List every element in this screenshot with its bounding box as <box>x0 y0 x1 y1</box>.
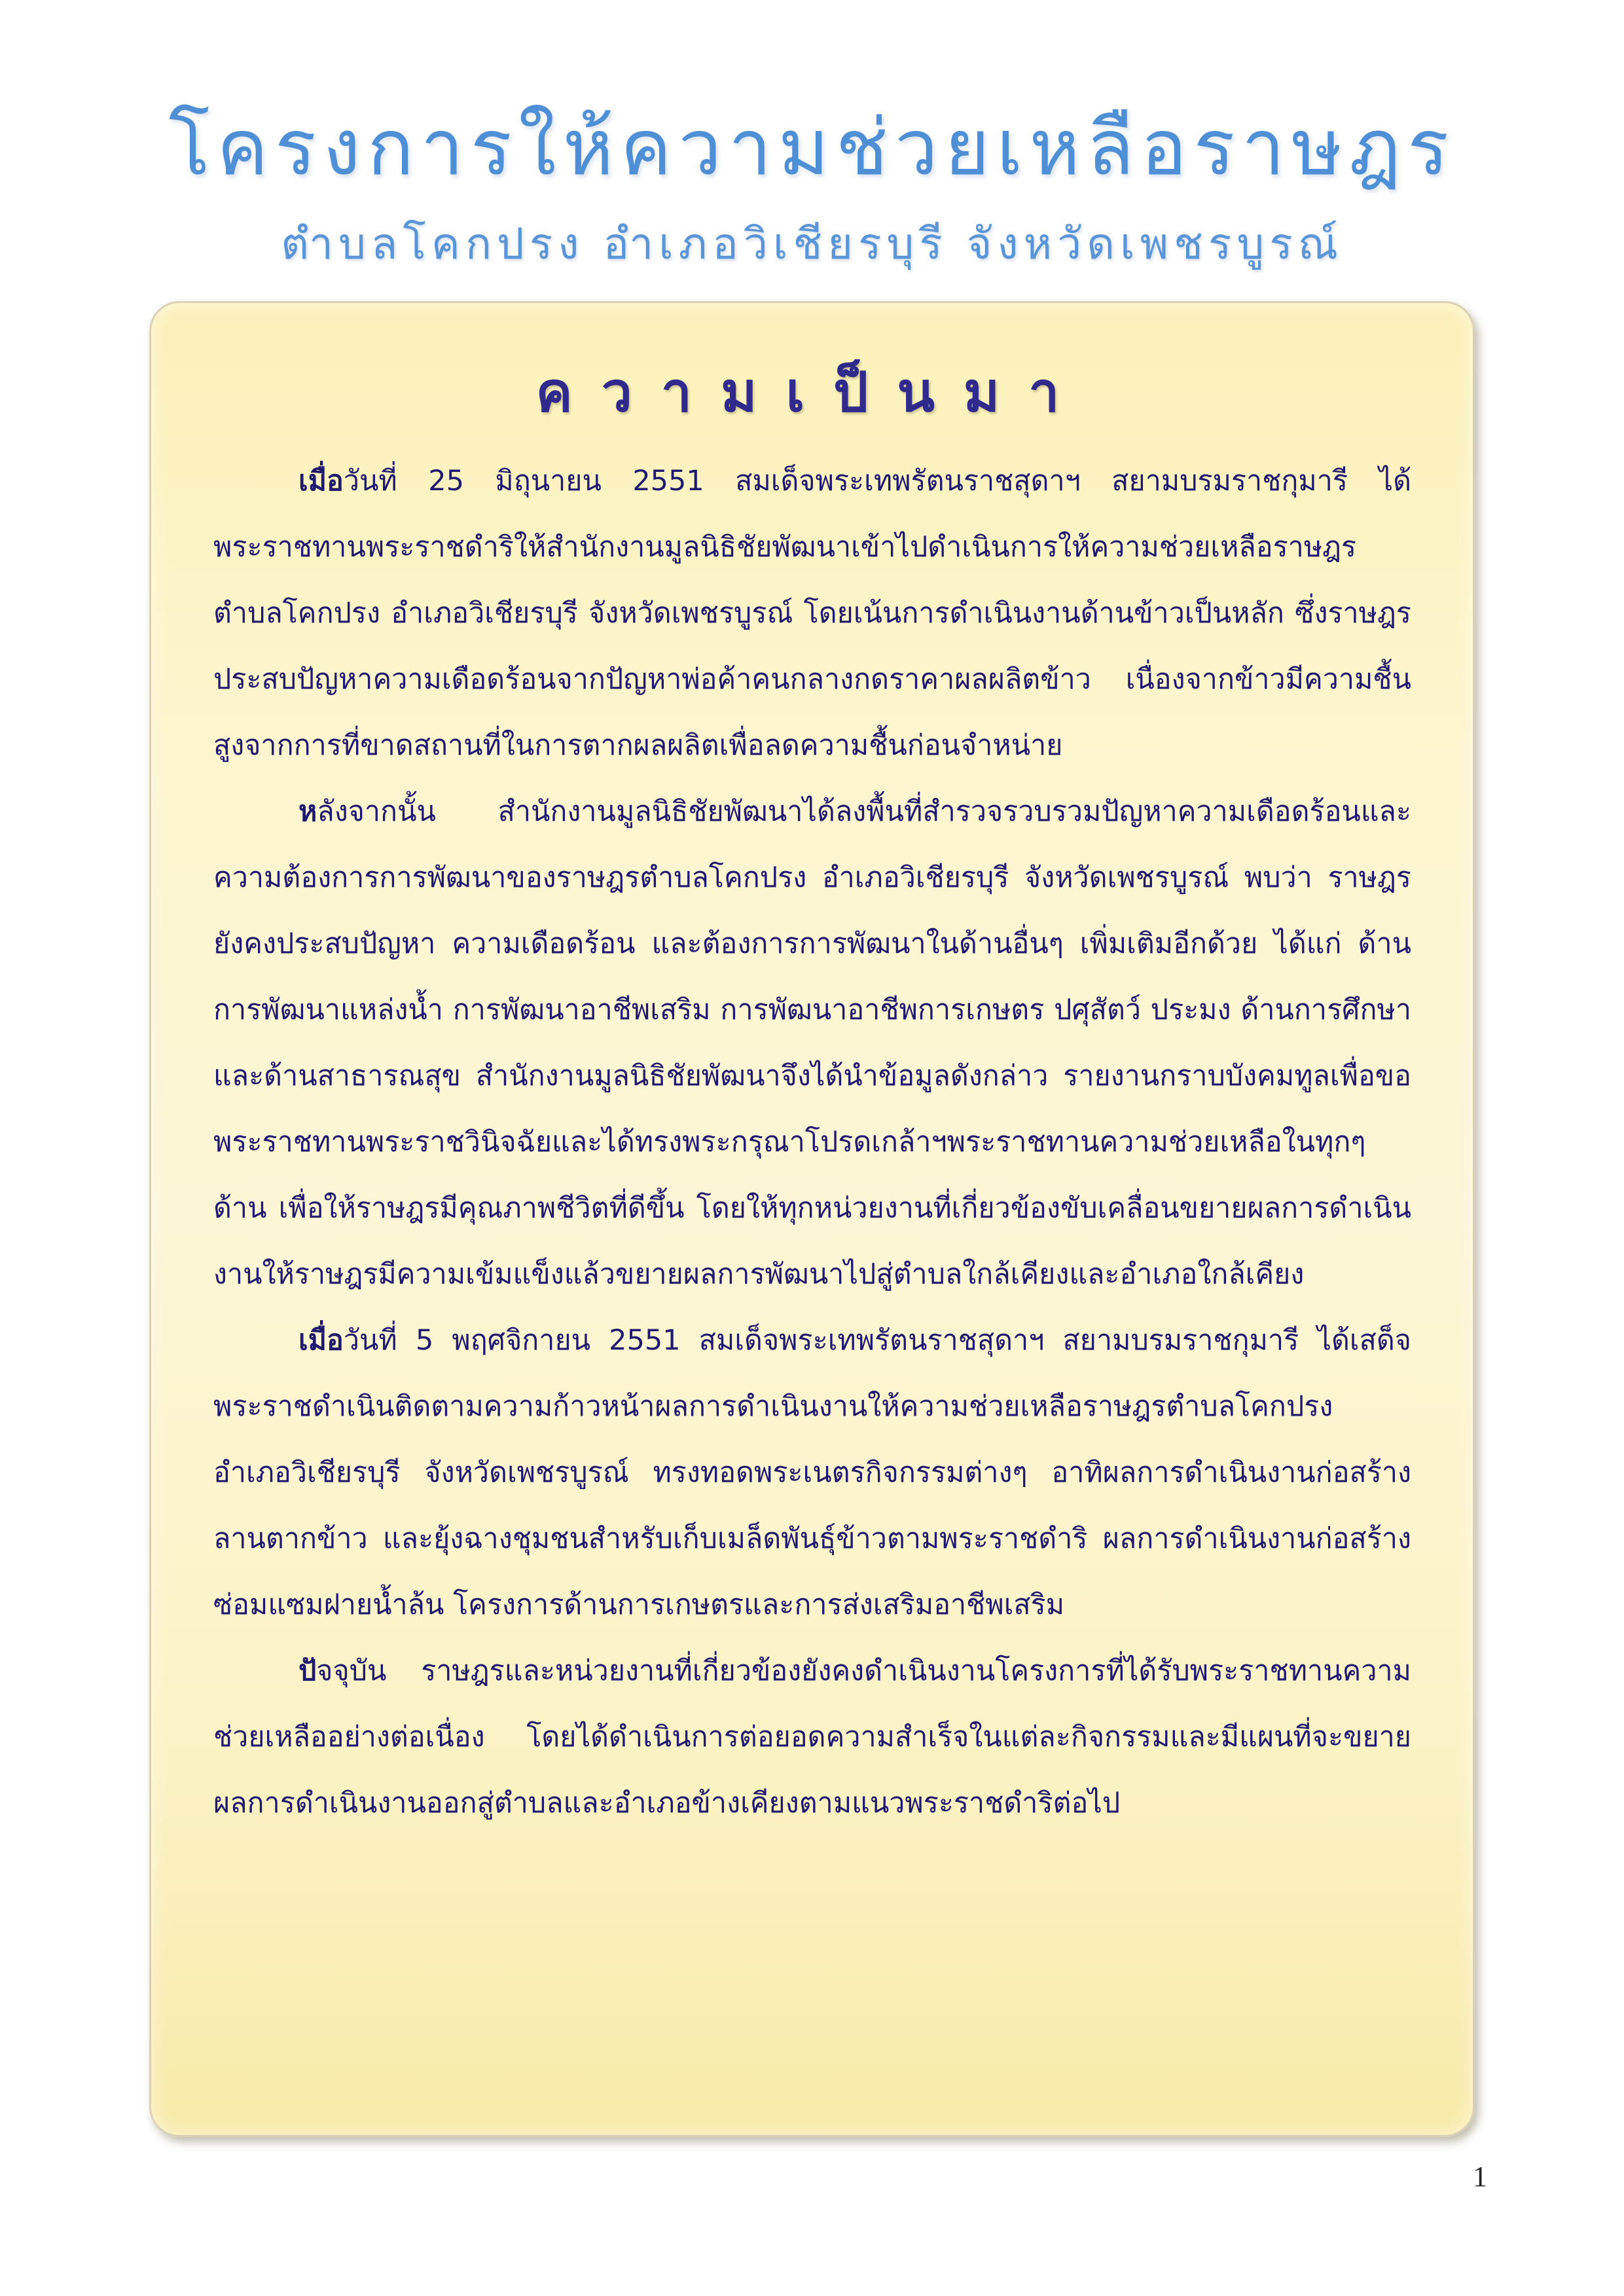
paragraph-lead: ห <box>298 795 317 828</box>
paragraph-text: จจุบัน ราษฎรและหน่วยงานที่เกี่ยวข้องยังคงดำเนินงานโครงการที่ได้รับพระราชทานความช่วยเหลืออย่างต่อเนื่อง โดยได้ดำเนินการต่อยอดความสำเร็จในแต่ละกิจกรรมและมีแผนที่จะขยายผลการดำเนินงานออกสู่ตำบลและอำเภอข้างเคียงตามแนวพระราชดำริต่อไป <box>213 1655 1411 1820</box>
paragraph-lead: เมื่อ <box>298 465 344 497</box>
page-title: โครงการให้ความช่วยเหลือราษฎร <box>168 102 1456 192</box>
paragraph <box>213 1638 1411 1837</box>
page-subtitle: ตำบลโคกปรง อำเภอวิเชียรบุรี จังหวัดเพชรบูรณ์ <box>281 219 1343 269</box>
paragraph-lead: ปั <box>298 1655 317 1687</box>
paragraph-text: ลังจากนั้น สำนักงานมูลนิธิชัยพัฒนาได้ลงพื้นที่สำรวจรวบรวมปัญหาความเดือดร้อนและความต้องการการพัฒนาของราษฎรตำบลโคกปรง อำเภอวิเชียรบุรี จังหวัดเพชรบูรณ์ พบว่า ราษฎรยังคงประสบปัญหา ความเดือดร้อน และต้องการการพัฒนาในด้านอื่นๆ เพิ่มเติมอีกด้วย ได้แก่ ด้านการพัฒนาแหล่งน้ำ การพัฒนาอาชีพเสริม การพัฒนาอาชีพการเกษตร ปศุสัตว์ ประมง ด้านการศึกษา และด้านสาธารณสุข สำนักงานมูลนิธิชัยพัฒนาจึงได้นำข้อมูลดังกล่าว รายงานกราบบังคมทูลเพื่อขอพระราชทานพระราชวินิจฉัยและได้ทรงพระกรุณาโปรดเกล้าฯพระราชทานความช่วยเหลือในทุกๆ ด้าน เพื่อให้ราษฎรมีคุณภาพชีวิตที่ดีขึ้น โดยให้ทุกหน่วยงานที่เกี่ยวข้องขับเคลื่อนขยายผลการดำเนินงานให้ราษฎรมีความเข้มแข็งแล้วขยายผลการพัฒนาไปสู่ตำบลใกล้เคียงและอำเภอใกล้เคียง <box>213 795 1411 1291</box>
paragraph <box>213 448 1411 779</box>
panel-body <box>213 448 1411 1837</box>
paragraph-text: วันที่ 5 พฤศจิกายน 2551 สมเด็จพระเทพรัตนราชสุดาฯ สยามบรมราชกุมารี ได้เสด็จพระราชดำเนินติดตามความก้าวหน้าผลการดำเนินงานให้ความช่วยเหลือราษฎรตำบลโคกปรง อำเภอวิเชียรบุรี จังหวัดเพชรบูรณ์ ทรงทอดพระเนตรกิจกรรมต่างๆ อาทิผลการดำเนินงานก่อสร้างลานตากข้าว และยุ้งฉางชุมชนสำหรับเก็บเมล็ดพันธุ์ข้าวตามพระราชดำริ ผลการดำเนินงานก่อสร้างซ่อมแซมฝายน้ำล้น โครงการด้านการเกษตรและการส่งเสริมอาชีพเสริม <box>213 1324 1411 1621</box>
paragraph-text: วันที่ 25 มิถุนายน 2551 สมเด็จพระเทพรัตนราชสุดาฯ สยามบรมราชกุมารี ได้พระราชทานพระราชดำริให้สำนักงานมูลนิธิชัยพัฒนาเข้าไปดำเนินการให้ความช่วยเหลือราษฎรตำบลโคกปรง อำเภอวิเชียรบุรี จังหวัดเพชรบูรณ์ โดยเน้นการดำเนินงานด้านข้าวเป็นหลัก ซึ่งราษฎรประสบปัญหาความเดือดร้อนจากปัญหาพ่อค้าคนกลางกดราคาผลผลิตข้าว เนื่องจากข้าวมีความชื้นสูงจากการที่ขาดสถานที่ในการตากผลผลิตเพื่อลดความชื้นก่อนจำหน่าย <box>213 465 1411 762</box>
panel-heading: ความเป็นมา <box>535 360 1089 424</box>
paragraph-lead: เมื่อ <box>298 1324 344 1357</box>
history-panel <box>149 301 1475 2137</box>
paragraph <box>213 1308 1411 1638</box>
paragraph <box>213 779 1411 1308</box>
page-number: 1 <box>1473 2161 1487 2193</box>
